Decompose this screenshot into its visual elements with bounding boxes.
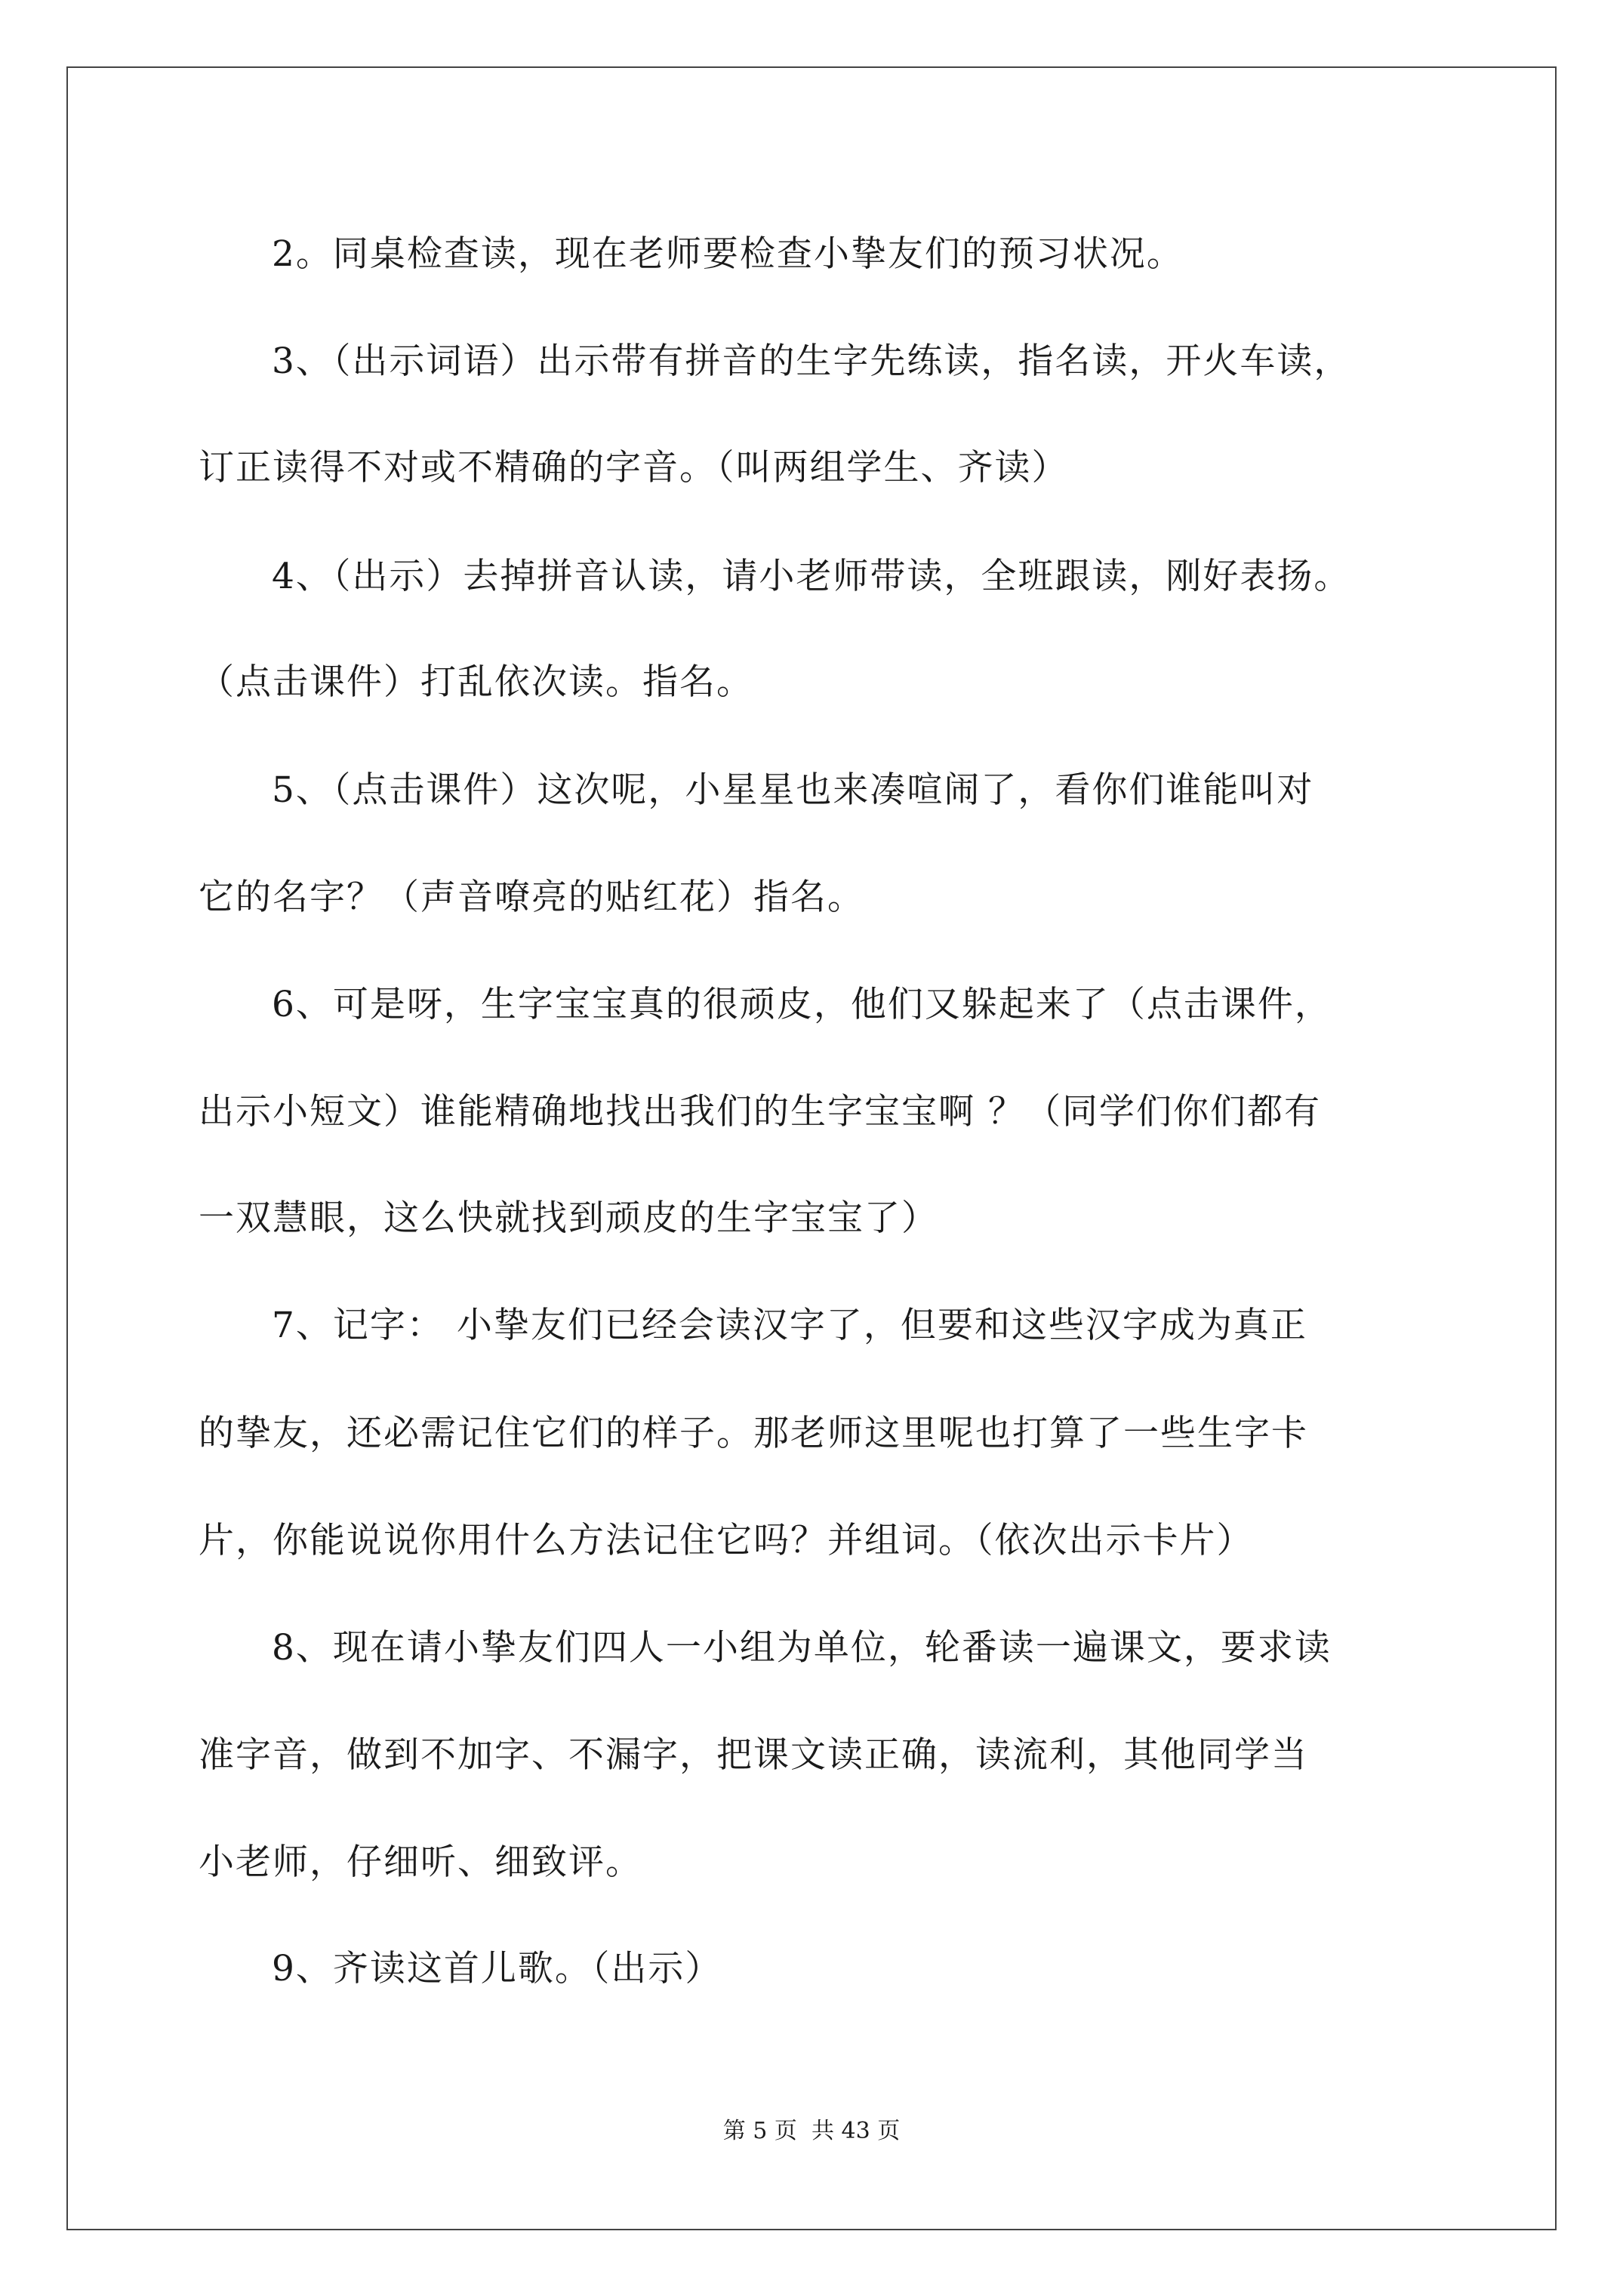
page-border [66, 66, 1557, 2230]
paragraph-5-line-2: 它的名字？（声音嘹亮的贴红花）指名。 [199, 877, 864, 918]
page-number-footer: 第 5 页 共 43 页 [722, 2118, 901, 2144]
paragraph-4-line-1: 4、（出示）去掉拼音认读，请小老师带读，全班跟读，刚好表扬。 [272, 556, 1351, 597]
paragraph-7-line-3: 片，你能说说你用什么方法记住它吗？并组词。（依次出示卡片） [199, 1520, 1254, 1561]
paragraph-8-line-2: 准字音，做到不加字、不漏字，把课文读正确，读流利，其他同学当 [199, 1734, 1308, 1776]
paragraph-2-line-1: 2。同桌检查读，现在老师要检查小挚友们的预习状况。 [272, 233, 1184, 275]
paragraph-6-line-2: 出示小短文）谁能精确地找出我们的生字宝宝啊 ？（同学们你们都有 [199, 1091, 1321, 1133]
paragraph-7-line-2: 的挚友，还必需记住它们的样子。那老师这里呢也打算了一些生字卡 [199, 1413, 1308, 1454]
paragraph-7-line-1: 7、记字： 小挚友们已经会读汉字了，但要和这些汉字成为真正 [272, 1305, 1307, 1346]
paragraph-9-line-1: 9、齐读这首儿歌。（出示） [272, 1948, 722, 1989]
paragraph-6-line-3: 一双慧眼，这么快就找到顽皮的生字宝宝了） [199, 1197, 938, 1239]
paragraph-3-line-1: 3、（出示词语）出示带有拼音的生字先练读，指名读，开火车读， [272, 341, 1351, 382]
paragraph-3-line-2: 订正读得不对或不精确的字音。（叫两组学生、齐读） [199, 447, 1069, 488]
paragraph-4-line-2: （点击课件）打乱依次读。指名。 [199, 661, 753, 703]
paragraph-6-line-1: 6、可是呀，生字宝宝真的很顽皮，他们又躲起来了（点击课件， [272, 984, 1332, 1025]
paragraph-8-line-1: 8、现在请小挚友们四人一小组为单位，轮番读一遍课文，要求读 [272, 1627, 1332, 1669]
paragraph-8-line-3: 小老师，仔细听、细致评。 [199, 1841, 642, 1883]
paragraph-5-line-1: 5、（点击课件）这次呢，小星星也来凑喧闹了，看你们谁能叫对 [272, 769, 1314, 811]
